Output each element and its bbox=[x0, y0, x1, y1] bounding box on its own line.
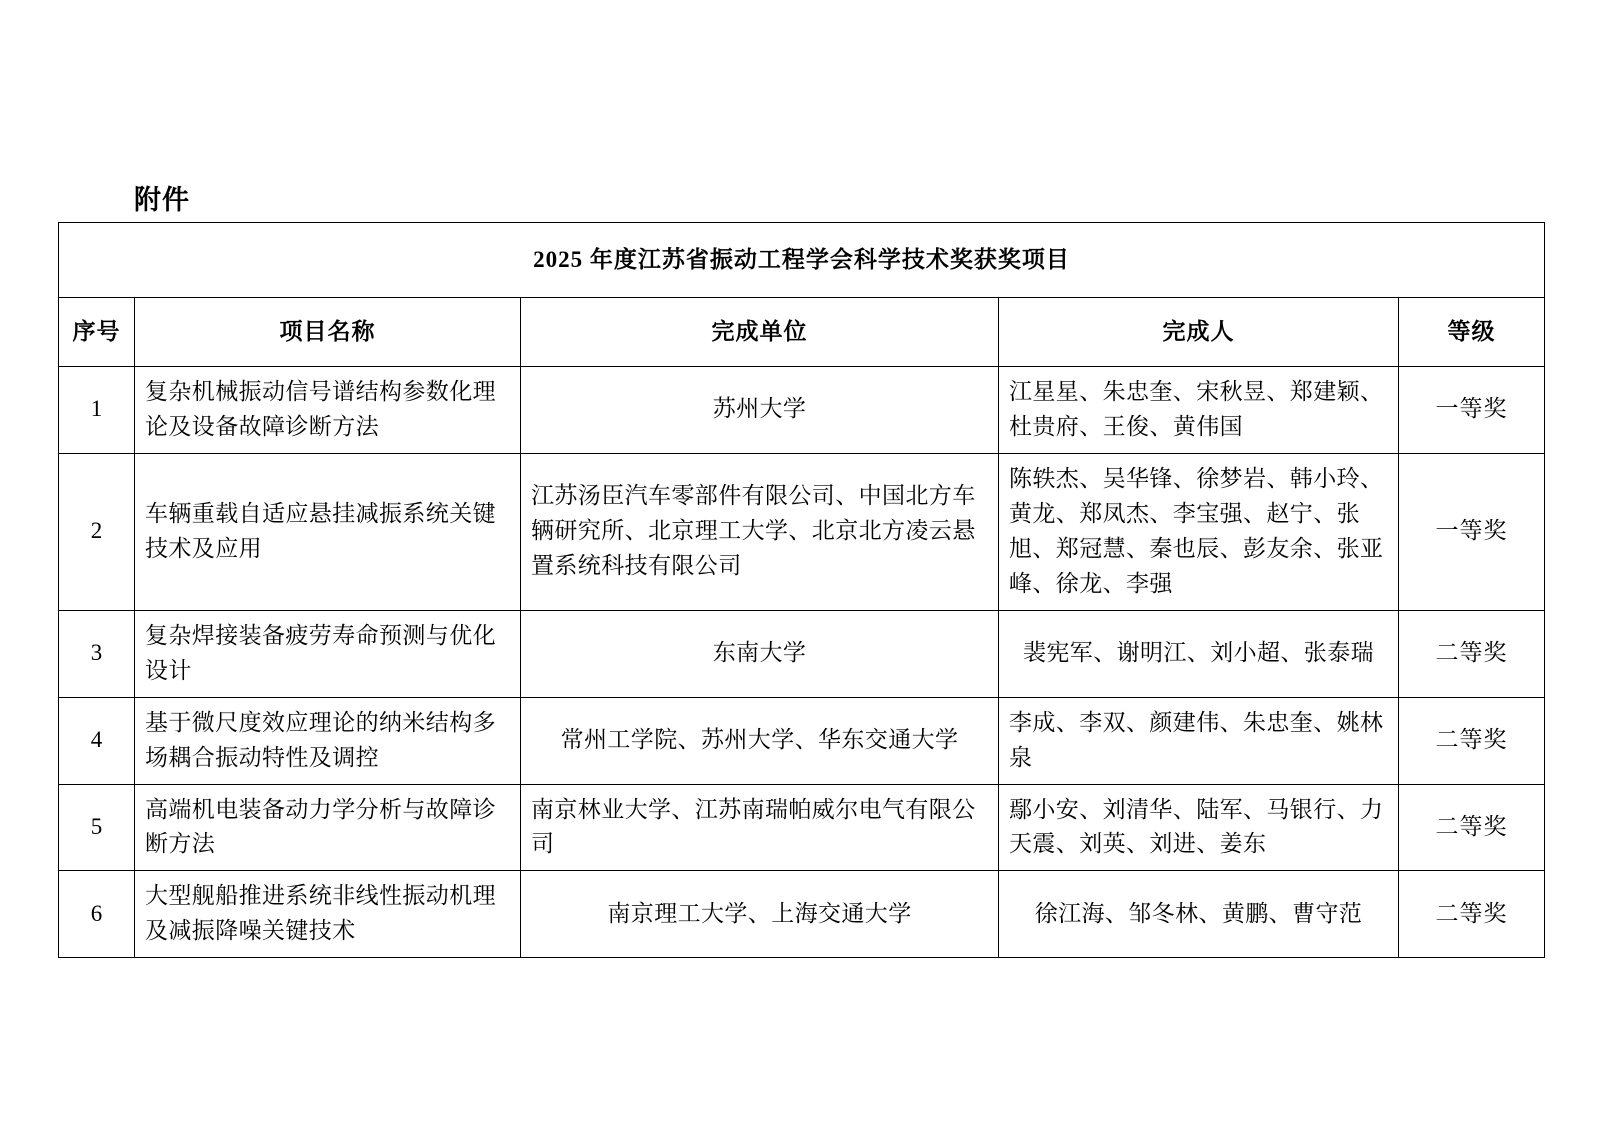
cell-people: 徐江海、邹冬林、黄鹏、曹守范 bbox=[999, 871, 1399, 958]
cell-people: 鄢小安、刘清华、陆军、马银行、力天震、刘英、刘进、姜东 bbox=[999, 784, 1399, 871]
cell-no: 1 bbox=[59, 367, 135, 454]
cell-project-name: 大型舰船推进系统非线性振动机理及减振降噪关键技术 bbox=[135, 871, 521, 958]
cell-unit: 苏州大学 bbox=[521, 367, 999, 454]
column-header-people: 完成人 bbox=[999, 298, 1399, 367]
award-table-container bbox=[58, 222, 1544, 958]
table-row bbox=[59, 697, 1545, 784]
table-title: 2025 年度江苏省振动工程学会科学技术奖获奖项目 bbox=[59, 223, 1545, 298]
cell-project-name: 高端机电装备动力学分析与故障诊断方法 bbox=[135, 784, 521, 871]
cell-project-name: 复杂机械振动信号谱结构参数化理论及设备故障诊断方法 bbox=[135, 367, 521, 454]
cell-no: 5 bbox=[59, 784, 135, 871]
cell-unit: 常州工学院、苏州大学、华东交通大学 bbox=[521, 697, 999, 784]
table-title-row bbox=[59, 223, 1545, 298]
cell-people: 陈轶杰、吴华锋、徐梦岩、韩小玲、黄龙、郑凤杰、李宝强、赵宁、张旭、郑冠慧、秦也辰、彭友余、张亚峰、徐龙、李强 bbox=[999, 453, 1399, 610]
cell-project-name: 复杂焊接装备疲劳寿命预测与优化设计 bbox=[135, 610, 521, 697]
cell-no: 4 bbox=[59, 697, 135, 784]
column-header-no: 序号 bbox=[59, 298, 135, 367]
table-row bbox=[59, 367, 1545, 454]
table-header-row bbox=[59, 298, 1545, 367]
cell-level: 二等奖 bbox=[1399, 784, 1545, 871]
cell-no: 6 bbox=[59, 871, 135, 958]
cell-people: 江星星、朱忠奎、宋秋昱、郑建颖、杜贵府、王俊、黄伟国 bbox=[999, 367, 1399, 454]
cell-level: 二等奖 bbox=[1399, 871, 1545, 958]
cell-people: 裴宪军、谢明江、刘小超、张泰瑞 bbox=[999, 610, 1399, 697]
cell-unit: 南京林业大学、江苏南瑞帕威尔电气有限公司 bbox=[521, 784, 999, 871]
table-row bbox=[59, 453, 1545, 610]
cell-people: 李成、李双、颜建伟、朱忠奎、姚林泉 bbox=[999, 697, 1399, 784]
column-header-project-name: 项目名称 bbox=[135, 298, 521, 367]
table-row bbox=[59, 871, 1545, 958]
column-header-unit: 完成单位 bbox=[521, 298, 999, 367]
cell-project-name: 车辆重载自适应悬挂减振系统关键技术及应用 bbox=[135, 453, 521, 610]
table-row bbox=[59, 784, 1545, 871]
cell-no: 3 bbox=[59, 610, 135, 697]
cell-unit: 江苏汤臣汽车零部件有限公司、中国北方车辆研究所、北京理工大学、北京北方凌云悬置系统科技有限公司 bbox=[521, 453, 999, 610]
cell-unit: 东南大学 bbox=[521, 610, 999, 697]
cell-level: 一等奖 bbox=[1399, 453, 1545, 610]
cell-no: 2 bbox=[59, 453, 135, 610]
cell-level: 二等奖 bbox=[1399, 610, 1545, 697]
column-header-level: 等级 bbox=[1399, 298, 1545, 367]
award-table bbox=[58, 222, 1545, 958]
table-row bbox=[59, 610, 1545, 697]
cell-project-name: 基于微尺度效应理论的纳米结构多场耦合振动特性及调控 bbox=[135, 697, 521, 784]
attachment-label: 附件 bbox=[134, 185, 190, 215]
cell-level: 一等奖 bbox=[1399, 367, 1545, 454]
cell-unit: 南京理工大学、上海交通大学 bbox=[521, 871, 999, 958]
cell-level: 二等奖 bbox=[1399, 697, 1545, 784]
